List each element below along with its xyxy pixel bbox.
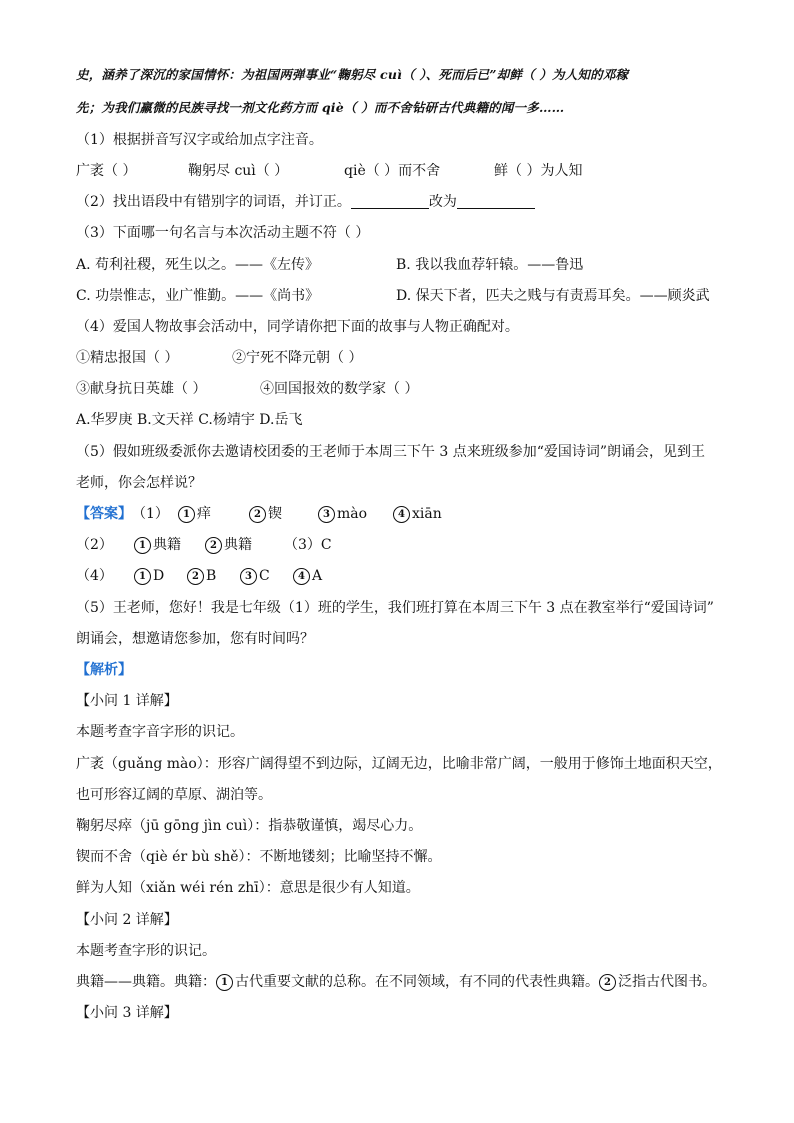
q2-blank-1[interactable] <box>351 194 429 209</box>
q4-row-1 <box>76 347 724 369</box>
circled-number-3: 3 <box>240 568 257 585</box>
q4-people: A.华罗庚 B.文天祥 C.杨靖宇 D.岳飞 <box>76 412 303 428</box>
circled-number-1: 1 <box>134 537 151 554</box>
sub2-line-1 <box>76 971 724 993</box>
q4-story-3: ③献身抗日英雄（ ） <box>76 381 207 397</box>
q2-blank-2[interactable] <box>457 194 535 209</box>
answer-1-1: 痒 <box>197 506 211 522</box>
q3-option-a: A. 苟利社稷，死生以之。——《左传》 <box>76 257 320 273</box>
q1-item-3: qiè（ ）而不舍 <box>344 163 441 179</box>
q4-story-4: ④回国报效的数学家（ ） <box>260 381 419 397</box>
q1-item-4: 鲜（ ）为人知 <box>494 163 583 179</box>
q4-story-2: ②宁死不降元朝（ ） <box>232 350 363 366</box>
circled-number-3: 3 <box>318 506 335 523</box>
q3-row-2 <box>76 285 724 307</box>
answer-2-prefix: （2） <box>76 537 113 553</box>
q2-line <box>76 191 724 213</box>
circled-number-1: 1 <box>216 974 233 991</box>
circled-number-2: 2 <box>599 974 616 991</box>
sub2-line-1c: 泛指古代图书。 <box>618 974 716 990</box>
q2-mid: 改为 <box>428 194 457 210</box>
answer-row-2 <box>76 534 724 556</box>
circled-number-2: 2 <box>249 506 266 523</box>
sub1-line-1: 广袤（guǎng mào）：形容广阔得望不到边际，辽阔无边，比喻非常广阔，一般用于修饰土地面积天空， <box>76 756 722 772</box>
q1-item-1: 广袤（ ） <box>76 163 137 179</box>
answer-label: 【答案】 <box>76 506 132 522</box>
circled-number-4: 4 <box>293 568 310 585</box>
answer-5-line-1: （5）王老师，您好！我是七年级（1）班的学生，我们班打算在本周三下午 3 点在教室举行“爱国诗词” <box>76 600 714 616</box>
q3-option-c: C. 功崇惟志，业广惟勤。——《尚书》 <box>76 288 320 304</box>
sub1-intro: 本题考查字音字形的识记。 <box>76 724 244 740</box>
answer-2-2: 典籍 <box>224 537 252 553</box>
circled-number-1: 1 <box>178 506 195 523</box>
q1-prompt: （1）根据拼音写汉字或给加点字注音。 <box>76 132 323 148</box>
answer-1-3: mào <box>337 506 368 522</box>
q3-option-b: B. 我以我血荐轩辕。——鲁迅 <box>396 257 584 273</box>
circled-number-1: 1 <box>134 568 151 585</box>
answer-row-4 <box>76 565 724 587</box>
sub2-intro: 本题考查字形的识记。 <box>76 943 216 959</box>
q1-items <box>76 160 724 182</box>
answer-1-2: 锲 <box>268 506 282 522</box>
sub1-line-2: 也可形容辽阔的草原、湖泊等。 <box>76 787 272 803</box>
sub2-line-1b: 古代重要文献的总称。在不同领域，有不同的代表性典籍。 <box>235 974 599 990</box>
q5-prompt-line-1: （5）假如班级委派你去邀请校团委的王老师于本周三下午 3 点来班级参加“爱国诗词”朗诵会，见到王 <box>76 444 706 460</box>
sub2-line-1a: 典籍——典籍。典籍： <box>76 974 216 990</box>
sub1-line-5: 鲜为人知（xiǎn wéi rén zhī）：意思是很少有人知道。 <box>76 880 420 896</box>
q3-prompt: （3）下面哪一句名言与本次活动主题不符（ ） <box>76 225 370 241</box>
sub1-title: 【小问 1 详解】 <box>76 693 178 709</box>
circled-number-4: 4 <box>393 506 410 523</box>
passage-line-2: 先；为我们羸微的民族寻找一剂文化药方而 qiè（ ）而不舍钻研古代典籍的闻一多…… <box>76 100 565 115</box>
answer-1-4: xiān <box>412 506 442 522</box>
q1-item-2: 鞠躬尽 cuì（ ） <box>188 163 289 179</box>
sub2-title: 【小问 2 详解】 <box>76 912 178 928</box>
sub3-title: 【小问 3 详解】 <box>76 1005 178 1021</box>
circled-number-2: 2 <box>187 568 204 585</box>
q3-row-1 <box>76 254 724 276</box>
passage-line-1: 史，涵养了深沉的家国情怀：为祖国两弹事业“鞠躬尽 cuì（ ）、死而后已”却鲜（ ）为人知的邓稼 <box>76 67 629 82</box>
q3-option-d: D. 保天下者，匹夫之贱与有责焉耳矣。——顾炎武 <box>396 288 710 304</box>
q5-prompt-line-2: 老师，你会怎样说？ <box>76 475 202 491</box>
sub1-line-4: 锲而不舍（qiè ér bù shě）：不断地镂刻；比喻坚持不懈。 <box>76 849 442 865</box>
answer-1-prefix: （1） <box>132 506 169 522</box>
answer-3: （3）C <box>284 537 332 553</box>
answer-5-line-2: 朗诵会，想邀请您参加，您有时间吗？ <box>76 631 314 647</box>
sub1-line-3: 鞠躬尽瘁（jū gōng jìn cuì）：指恭敬谨慎，竭尽心力。 <box>76 818 423 834</box>
q4-row-2 <box>76 378 724 400</box>
answer-4-2: B <box>206 568 217 584</box>
circled-number-2: 2 <box>205 537 222 554</box>
answer-4-3: C <box>259 568 270 584</box>
q2-prompt: （2）找出语段中有错别字的词语，并订正。 <box>76 194 351 210</box>
answer-4-4: A <box>312 568 323 584</box>
answer-2-1: 典籍 <box>153 537 181 553</box>
answer-4-1: D <box>153 568 165 584</box>
q4-prompt: （4）爱国人物故事会活动中，同学请你把下面的故事与人物正确配对。 <box>76 319 519 335</box>
analysis-label: 【解析】 <box>76 662 132 678</box>
answer-4-prefix: （4） <box>76 568 113 584</box>
q4-story-1: ①精忠报国（ ） <box>76 350 179 366</box>
answer-row-1 <box>76 503 724 525</box>
